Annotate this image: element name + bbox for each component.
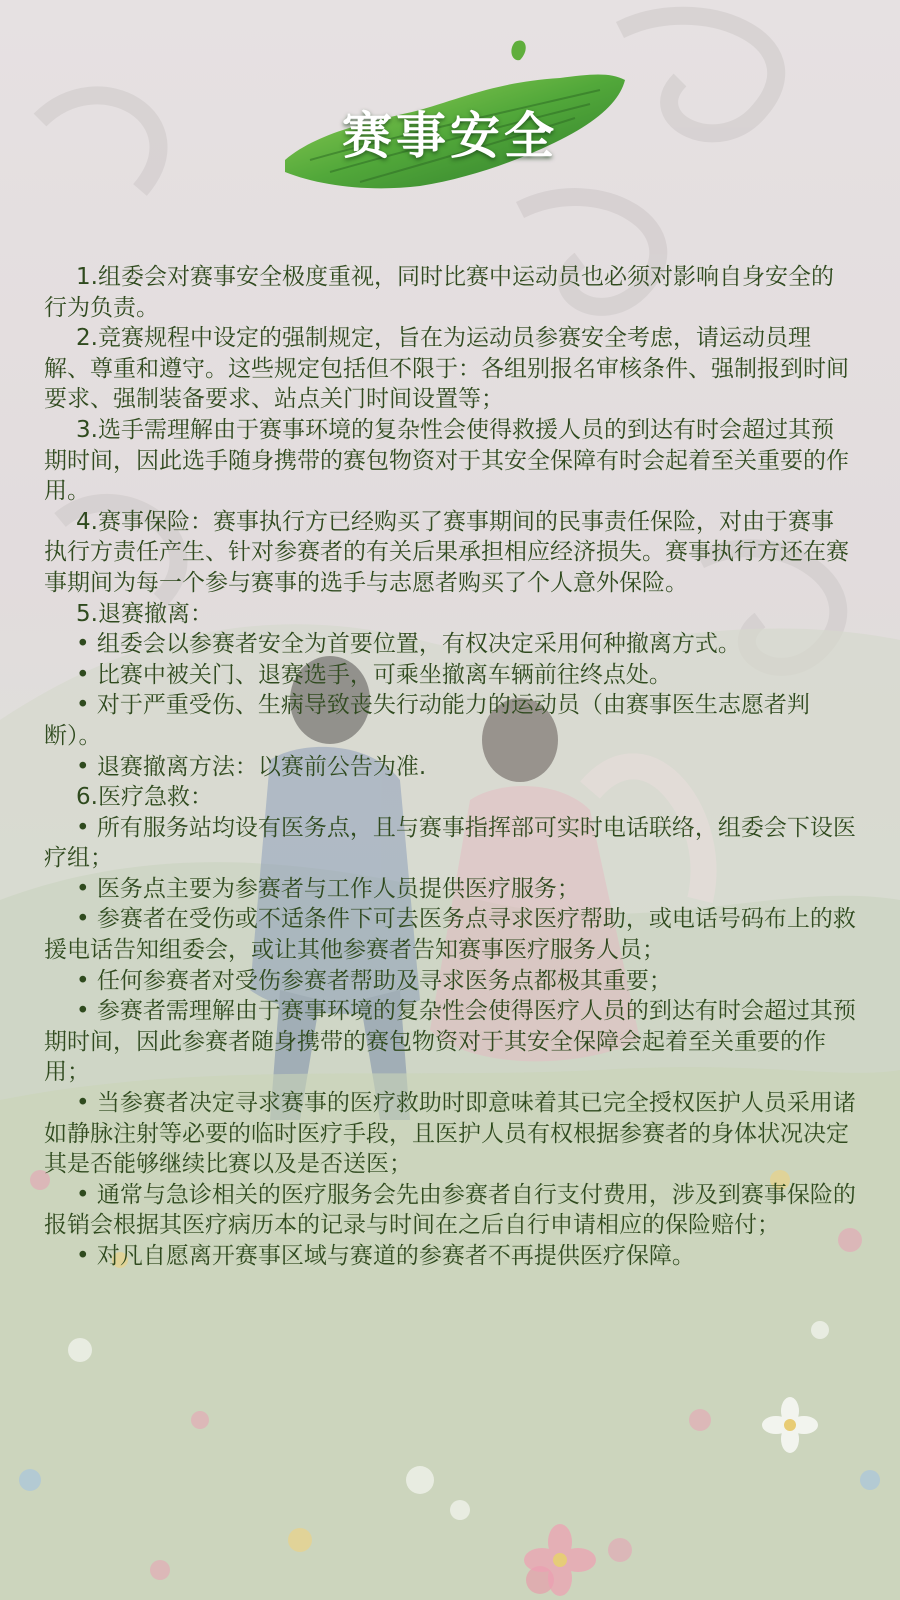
paragraph: 4.赛事保险：赛事执行方已经购买了赛事期间的民事责任保险，对由于赛事执行方责任产生、针对参赛者的有关后果承担相应经济损失。赛事执行方还在赛事期间为每一个参与赛事的选手与志愿者购买了个人意外保险。 — [44, 508, 849, 596]
bullet-item: • 对于严重受伤、生病导致丧失行动能力的运动员（由赛事医生志愿者判断）。 — [44, 692, 810, 749]
bullet-item: • 参赛者在受伤或不适条件下可去医务点寻求医疗帮助，或电话号码布上的救援电话告知组委会，或让其他参赛者告知赛事医疗服务人员； — [44, 906, 856, 964]
article-body — [44, 262, 856, 1272]
paragraph: 3.选手需理解由于赛事环境的复杂性会使得救援人员的到达有时会超过其预期时间，因此选手随身携带的赛包物资对于其安全保障有时会起着至关重要的作用。 — [44, 416, 849, 505]
bullet-item: • 参赛者需理解由于赛事环境的复杂性会使得医疗人员的到达有时会超过其预期时间，因此参赛者随身携带的赛包物资对于其安全保障会起着至关重要的作用； — [44, 998, 856, 1086]
bullet-item: • 比赛中被关门、退赛选手，可乘坐撤离车辆前往终点处。 — [76, 661, 672, 688]
bullet-item: • 医务点主要为参赛者与工作人员提供医疗服务； — [76, 875, 580, 902]
bullet-item: • 任何参赛者对受伤参赛者帮助及寻求医务点都极其重要； — [76, 967, 672, 994]
paragraph: 1.组委会对赛事安全极度重视，同时比赛中运动员也必须对影响自身安全的行为负责。 — [44, 264, 834, 321]
bullet-item: • 对凡自愿离开赛事区域与赛道的参赛者不再提供医疗保障。 — [76, 1243, 695, 1269]
bullet-item: • 所有服务站均设有医务点，且与赛事指挥部可实时电话联络，组委会下设医疗组； — [44, 814, 856, 872]
leaf-icon — [511, 41, 525, 61]
page-title: 赛事安全 — [342, 106, 558, 165]
bullet-item: • 当参赛者决定寻求赛事的医疗救助时即意味着其已完全授权医护人员采用诸如静脉注射等必要的临时医疗手段，且医护人员有权根据参赛者的身体状况决定其是否能够继续比赛以及是否送医； — [44, 1090, 856, 1178]
bullet-item: • 通常与急诊相关的医疗服务会先由参赛者自行支付费用，涉及到赛事保险的报销会根据其医疗病历本的记录与时间在之后自行申请相应的保险赔付； — [44, 1181, 856, 1239]
paragraph: 2.竞赛规程中设定的强制规定，旨在为运动员参赛安全考虑，请运动员理解、尊重和遵守。这些规定包括但不限于：各组别报名审核条件、强制报到时间要求、强制装备要求、站点关门时间设置等； — [44, 325, 849, 413]
section-heading: 5.退赛撤离： — [76, 600, 213, 627]
bullet-item: • 退赛撤离方法：以赛前公告为准. — [76, 753, 427, 780]
section-heading: 6.医疗急救： — [76, 784, 213, 811]
bullet-item: • 组委会以参赛者安全为首要位置，有权决定采用何种撤离方式。 — [76, 631, 741, 658]
